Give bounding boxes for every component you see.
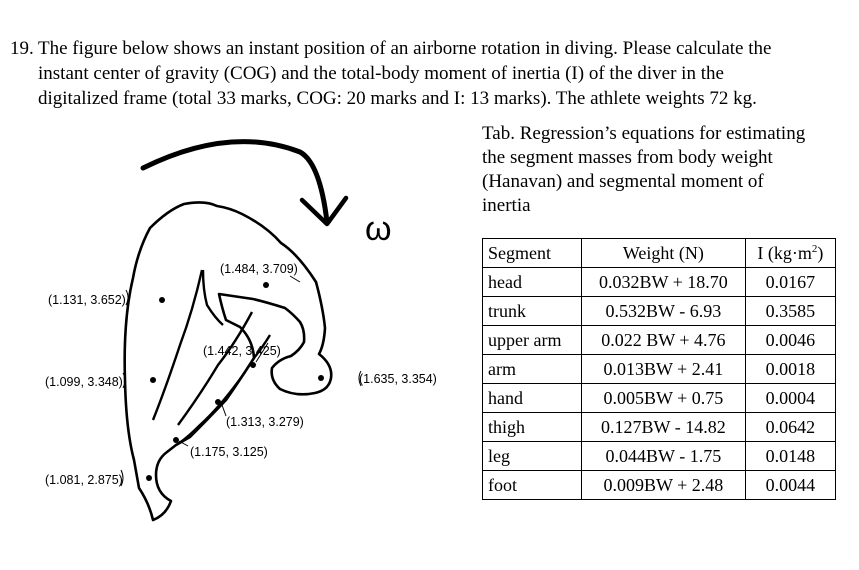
cell-weight: 0.127BW - 14.82 xyxy=(581,413,745,442)
cell-weight: 0.532BW - 6.93 xyxy=(581,297,745,326)
cell-segment: thigh xyxy=(483,413,582,442)
coord-label-arm: (1.099, 3.348) xyxy=(45,375,123,389)
cell-weight: 0.005BW + 0.75 xyxy=(581,384,745,413)
cell-segment: arm xyxy=(483,355,582,384)
cell-inertia: 0.0018 xyxy=(745,355,835,384)
point-upper-arm xyxy=(250,362,256,368)
cell-segment: foot xyxy=(483,471,582,500)
cell-weight: 0.009BW + 2.48 xyxy=(581,471,745,500)
cell-inertia: 0.0148 xyxy=(745,442,835,471)
cell-inertia: 0.0642 xyxy=(745,413,835,442)
point-leg xyxy=(173,437,179,443)
cell-segment: leg xyxy=(483,442,582,471)
table-row xyxy=(483,442,836,471)
coord-label-leg: (1.175, 3.125) xyxy=(190,445,268,459)
table-row xyxy=(483,268,836,297)
table-row xyxy=(483,384,836,413)
cell-weight: 0.032BW + 18.70 xyxy=(581,268,745,297)
point-foot xyxy=(146,475,152,481)
coord-label-trunk: (1.131, 3.652) xyxy=(48,293,126,307)
cell-inertia: 0.0046 xyxy=(745,326,835,355)
coord-label-upper-arm: (1.442, 3.425) xyxy=(203,344,281,358)
table-caption-line-1: Tab. Regression’s equations for estimating xyxy=(482,123,806,144)
header-inertia-prefix: I (kg·m xyxy=(757,242,812,263)
table-row xyxy=(483,355,836,384)
table-caption-line-3: (Hanavan) and segmental moment of xyxy=(482,171,764,192)
cell-weight: 0.044BW - 1.75 xyxy=(581,442,745,471)
question-line-1: The figure below shows an instant position of an airborne rotation in diving. Please calculate the xyxy=(38,38,772,59)
leg-line-2 xyxy=(176,372,245,445)
header-inertia-suffix: ) xyxy=(817,242,824,263)
cell-segment: hand xyxy=(483,384,582,413)
table-row xyxy=(483,297,836,326)
table-caption-line-4: inertia xyxy=(482,195,531,216)
body-outline xyxy=(125,202,332,520)
cell-weight: 0.022 BW + 4.76 xyxy=(581,326,745,355)
coord-label-hand: (1.635, 3.354) xyxy=(359,372,437,386)
coord-label-head: (1.484, 3.709) xyxy=(220,262,298,276)
leader-head xyxy=(290,276,300,282)
cell-inertia: 0.0004 xyxy=(745,384,835,413)
cell-inertia: 0.0044 xyxy=(745,471,835,500)
cell-inertia: 0.3585 xyxy=(745,297,835,326)
cell-inertia: 0.0167 xyxy=(745,268,835,297)
point-head xyxy=(263,282,269,288)
header-inertia-exponent: 2 xyxy=(811,242,818,255)
table-caption xyxy=(482,122,852,218)
cell-segment: head xyxy=(483,268,582,297)
table-header-row xyxy=(483,239,836,268)
header-inertia xyxy=(745,239,835,268)
omega-symbol: ω xyxy=(365,210,392,248)
question-line-2: instant center of gravity (COG) and the total-body moment of inertia (I) of the diver in the xyxy=(38,63,724,84)
question-line-3: digitalized frame (total 33 marks, COG: 20 marks and I: 13 marks). The athlete weights 72 kg. xyxy=(38,88,757,109)
point-thigh xyxy=(215,399,221,405)
point-arm xyxy=(150,377,156,383)
cell-weight: 0.013BW + 2.41 xyxy=(581,355,745,384)
table-caption-line-2: the segment masses from body weight xyxy=(482,147,773,168)
table-row xyxy=(483,413,836,442)
coord-label-foot: (1.081, 2.875) xyxy=(45,473,123,487)
table-row xyxy=(483,326,836,355)
segment-table xyxy=(482,238,836,500)
coord-label-thigh: (1.313, 3.279) xyxy=(226,415,304,429)
arm-line-lower xyxy=(153,270,202,420)
cell-segment: upper arm xyxy=(483,326,582,355)
table-row xyxy=(483,471,836,500)
header-segment: Segment xyxy=(483,239,582,268)
point-trunk xyxy=(159,297,165,303)
point-hand xyxy=(318,375,324,381)
cell-segment: trunk xyxy=(483,297,582,326)
question-number: 19. xyxy=(10,38,34,59)
header-weight: Weight (N) xyxy=(581,239,745,268)
